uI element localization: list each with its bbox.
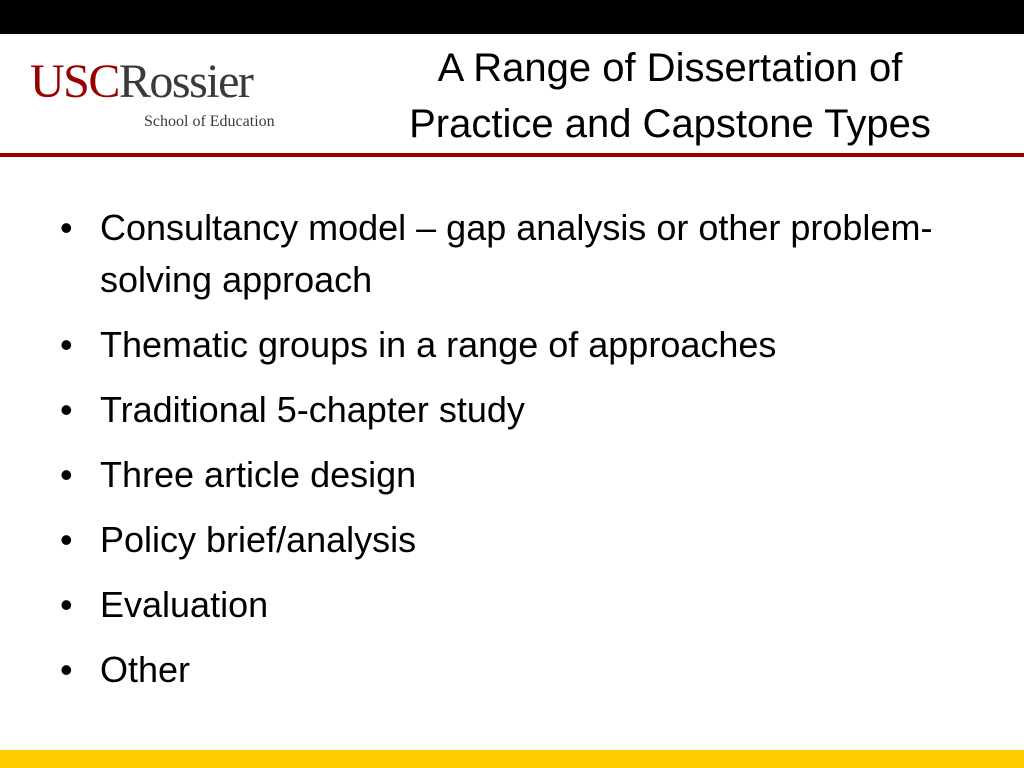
bullet-dot-icon: • [60,207,73,248]
bullet-dot-icon: • [60,324,73,365]
bullet-text: Policy brief/analysis [100,519,417,560]
slide-title-line-1: A Range of Dissertation of [437,46,903,90]
bullet-item [60,579,960,631]
top-black-bar [0,0,1024,34]
bullet-item [60,514,960,566]
bullet-item [60,319,960,371]
logo-subtitle: School of Education [144,113,275,130]
logo-wordmark [30,56,252,108]
usc-rossier-logo [30,56,300,136]
bullet-item [60,449,960,501]
bullet-item [60,384,960,436]
title-divider [0,153,1024,157]
bullet-text: Other [100,649,191,690]
logo-usc-text: USC [30,55,119,108]
bullet-item [60,644,960,696]
bullet-list [60,202,960,709]
slide-title-line-2: Practice and Capstone Types [409,102,931,146]
bottom-gold-bar [0,750,1024,768]
bullet-text: Consultancy model – gap analysis or other problem-solving approach [100,207,933,300]
bullet-dot-icon: • [60,584,73,625]
bullet-text: Three article design [100,454,417,495]
bullet-dot-icon: • [60,649,73,690]
bullet-text: Traditional 5-chapter study [100,389,525,430]
bullet-text: Evaluation [100,584,269,625]
slide-title [360,40,980,152]
bullet-dot-icon: • [60,519,73,560]
bullet-text: Thematic groups in a range of approaches [100,324,777,365]
bullet-item [60,202,960,306]
bullet-dot-icon: • [60,389,73,430]
logo-rossier-text: Rossier [118,55,253,108]
bullet-dot-icon: • [60,454,73,495]
